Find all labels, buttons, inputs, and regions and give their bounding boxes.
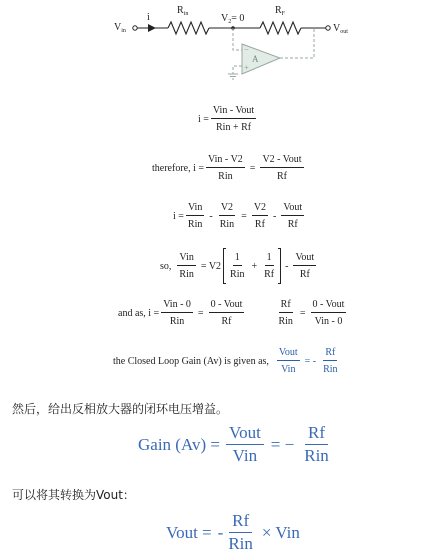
vout-frac [225,511,256,554]
eq4-prefix: so, [160,260,172,272]
eq6-frac2 [321,346,339,376]
eq4-f1-num: Vin [177,251,195,266]
eq6-f1-den: Vin [281,364,296,375]
vout-label: $V_{out}$ [333,23,348,35]
eq5-equals: = [197,307,204,319]
eq2-equals: = [249,162,256,174]
eq3-op2: = [241,210,247,222]
eq3-f4-den: Rf [287,219,298,230]
rin-label: $R_{in}$ [177,5,189,17]
feedback-dashed-wire [233,28,242,50]
vout-f-den: Rin [228,534,253,553]
eq4-op: - [285,260,289,272]
eq4-f3-num: Vout [293,251,316,266]
eq4-b1-den: Rin [230,269,245,280]
eq3-f3-den: Rf [254,219,265,230]
eq5-frac3 [276,298,294,328]
vout-minus: - [217,522,224,542]
eq4-b2-den: Rf [264,269,275,280]
eq5-f2-num: 0 - Vout [209,298,245,313]
vout-rhs: × Vin [261,522,300,542]
paragraph-closed-loop-gain: 然后，给出反相放大器的闭环电压增益。 [12,402,229,416]
eq4-b2-num: 1 [265,251,274,266]
eq3-f2-num: V2 [219,201,235,216]
eq3-frac4 [281,201,304,231]
eq5-f3-num: Rf [279,298,293,313]
eq5-frac4 [311,298,347,328]
rin-resistor [168,22,209,34]
gain-f1-num: Vout [226,423,264,445]
eq5-f2-den: Rf [221,316,232,327]
inverting-amplifier-circuit [110,0,360,82]
eq1-num: Vin - Vout [211,104,256,119]
eq5-f3-den: Rin [278,316,293,327]
eq3-f1-num: Vin [186,201,204,216]
vout-lhs: Vout = [166,522,212,542]
equation-closed-loop-gain [113,346,342,376]
eq5-equals2: = [299,307,306,319]
eq5-prefix: and as, i = [118,307,160,319]
eq6-f2-num: Rf [323,346,337,361]
op-amp-label: A [252,54,259,64]
gain-frac1 [226,423,264,466]
op-amp-minus: − [244,45,249,54]
rf-resistor [260,22,301,34]
current-label: i [147,12,150,23]
eq3-lhs: i = [173,210,184,222]
eq4-b1-num: 1 [233,251,242,266]
gain-f1-den: Vin [232,446,258,465]
eq4-f3-den: Rf [299,269,310,280]
eq4-plus: + [251,260,258,272]
current-arrow-icon [148,24,156,32]
eq1-den: Rin + Rf [216,122,252,133]
op-amp-plus: + [244,63,249,72]
vin-terminal [133,26,137,30]
eq5-f4-num: 0 - Vout [311,298,347,313]
eq6-frac1 [277,346,300,376]
v2-label: $V_2= 0$ [221,13,245,25]
rf-label: $R_F$ [275,5,286,17]
vin-label: $V_{in}$ [114,22,126,34]
eq1-lhs: i = [198,113,209,125]
eq4-bfrac1 [228,251,246,281]
eq5-frac1 [161,298,193,328]
eq5-frac2 [209,298,245,328]
eq3-f3-num: V2 [252,201,268,216]
eq6-formula [275,346,342,376]
eq5-f1-num: Vin - 0 [161,298,193,313]
eq3-frac2 [218,201,236,231]
equation-current [198,104,258,134]
eq6-text: the Closed Loop Gain (Av) is given as, [113,355,269,367]
equation-expanded [173,201,306,231]
paragraph-convert-vout: 可以将其转换为Vout： [12,488,135,502]
eq2-f1-den: Rin [218,171,233,182]
equation-so [160,249,318,283]
ground-dashed-wire [233,66,242,74]
eq4-bfrac2 [262,251,276,281]
eq3-op3: - [273,210,277,222]
eq4-bracket [223,249,281,283]
vout-f-num: Rf [229,511,252,533]
eq2-f2-num: V2 - Vout [260,153,303,168]
gain-formula [138,423,334,466]
gain-f2-num: Rf [305,423,328,445]
eq4-f1-den: Rin [179,269,194,280]
eq3-frac3 [252,201,268,231]
eq2-frac1 [206,153,245,183]
eq5-f4-den: Vin - 0 [314,316,343,327]
eq6-f2-den: Rin [323,364,338,375]
eq2-frac2 [260,153,303,183]
eq4-mid: = V2 [200,260,222,272]
gain-f2-den: Rin [304,446,329,465]
vout-terminal [326,26,330,30]
eq3-op1: - [209,210,213,222]
eq1-fraction [211,104,256,134]
eq3-f1-den: Rin [187,219,203,230]
eq5-f1-den: Rin [169,316,185,327]
equation-and-as [118,298,348,328]
gain-frac2 [301,423,332,466]
eq3-f4-num: Vout [281,201,304,216]
vout-formula [166,511,300,554]
gain-equals: = − [270,434,295,454]
eq3-f2-den: Rin [219,219,235,230]
eq2-f1-num: Vin - V2 [206,153,245,168]
eq6-equals: = - [304,355,317,367]
eq2-f2-den: Rf [276,171,287,182]
equation-therefore [152,153,306,183]
eq4-frac1 [177,251,195,281]
eq4-frac3 [293,251,316,281]
eq3-frac1 [186,201,204,231]
eq6-f1-num: Vout [277,346,300,361]
eq2-prefix: therefore, i = [152,162,205,174]
gain-lhs: Gain (Av) = [138,434,220,454]
